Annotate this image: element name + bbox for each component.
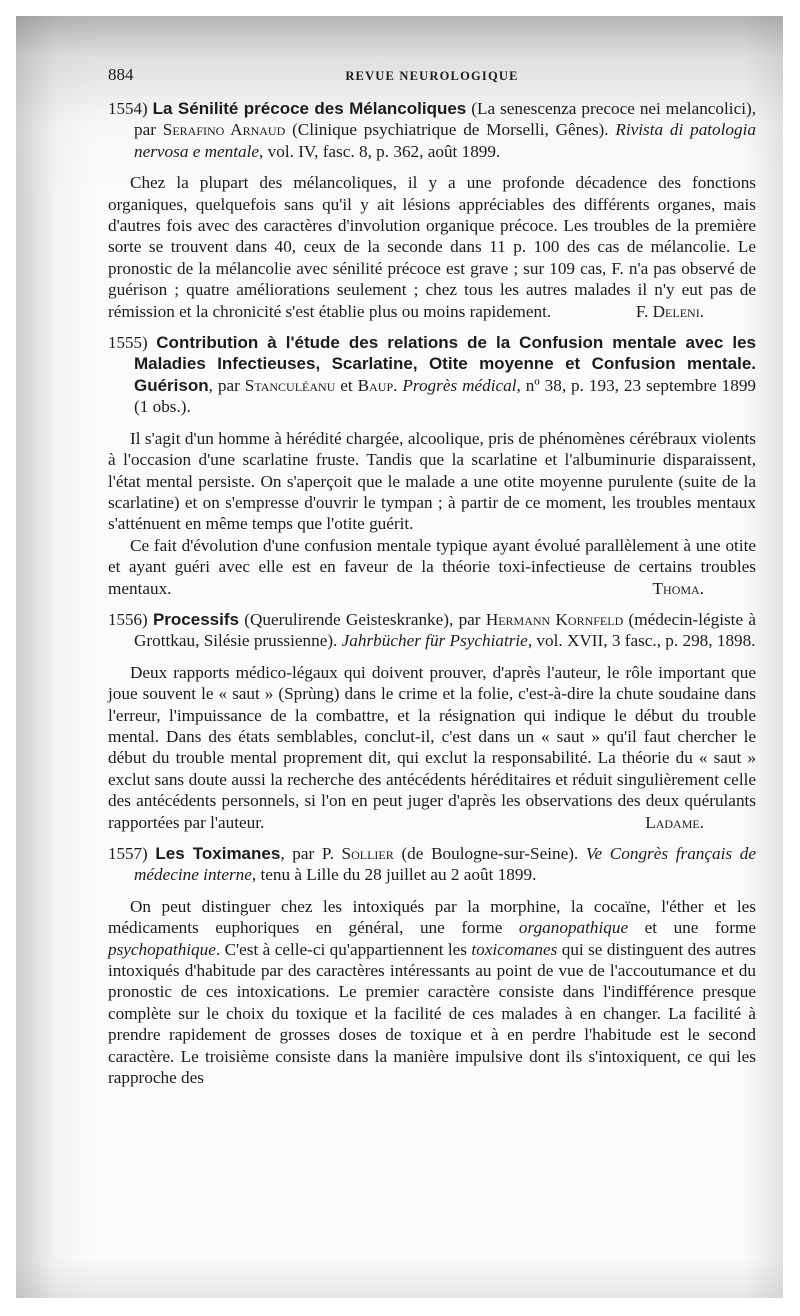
author-name: Serafino Arnaud (162, 120, 286, 140)
citation-text: (médecin-légiste à Grottkau, Silésie prussienne). (134, 609, 756, 651)
entry-number: 1555) (108, 333, 148, 353)
entry-title: Les Toximanes (155, 844, 281, 863)
citation-text: (Querulirende Geisteskranke), par (238, 609, 486, 629)
reviewer-signature: Thoma. (652, 578, 704, 598)
citation-text: , vol. IV, fasc. 8, p. 362, août 1899. (259, 141, 501, 161)
entry-heading (108, 843, 756, 886)
abstract-paragraph (108, 662, 756, 833)
entry-title: Contribution à l'étude des relations de la Confusion mentale avec les Maladies Infectieuses, Scarlatine, Otite moyenne et Confusion mentale. Guérison (134, 333, 756, 395)
entry-1555 (108, 332, 756, 599)
page-number: 884 (108, 65, 134, 84)
paragraph-text: qui se distinguent des autres intoxiqués d'habitude par des caractères intéressants au point de vue de l'accoutumance et du pronostic de ces intoxications. Le premier caractère consiste dans l'indifférence presque complète sur le choix du toxique et la facilité de ces malades à en changer. La facilité à prendre rapidement de grosses doses de toxique et à en perdre l'habitude est le second caractère. Le troisième consiste dans la manière impulsive dont ils s'intoxiquent, ce qui les rapproche des (108, 939, 756, 1088)
paragraph-text: Deux rapports médico-légaux qui doivent prouver, d'après l'auteur, le rôle important que joue souvent le « saut » (Sprùng) dans le crime et la folie, c'est-à-dire la chute soudaine dans l'erreur, l'impuissance de la combattre, et la résignation qui indique le début du trouble mental. Dans des états semblables, conclut-il, c'est dans un « saut » qu'il faut chercher le début du trouble mental proprement dit, qui exclut la responsabilité. La théorie du « saut » exclut sans doute aussi la recherche des antécédents héréditaires et réduit singulièrement celle des antécédents personnels, si l'on en peut juger d'après les observations des deux quérulants rapportées par l'auteur. (108, 662, 756, 832)
citation-text: . (393, 375, 403, 395)
abstract-paragraph (108, 535, 756, 599)
journal-name: Rivista di patologia nervosa e mentale (134, 120, 756, 161)
citation-text: , par P. (280, 844, 342, 863)
reviewer-signature: F. Deleni. (635, 301, 704, 321)
journal-name: Progrès médical (402, 375, 517, 395)
scanned-page (16, 16, 783, 1298)
entry-title: Processifs (152, 609, 239, 629)
paragraph-text: . C'est à celle-ci qu'appartiennent les (215, 939, 472, 959)
citation-text: et (335, 375, 358, 395)
entry-title: La Sénilité précoce des Mélancoliques (152, 99, 467, 118)
entry-1557 (108, 843, 756, 1088)
citation-text: , tenu à Lille du 28 juillet au 2 août 1899. (251, 865, 537, 885)
emphasis-text: toxicomanes (471, 939, 558, 959)
abstract-paragraph (108, 896, 756, 1089)
entry-heading (108, 98, 756, 162)
entry-number: 1557) (108, 844, 148, 863)
citation-text: , vol. XVII, 3 fasc., p. 298, 1898. (527, 631, 756, 651)
emphasis-text: organopathique (518, 918, 629, 938)
paragraph-text: et une forme (628, 918, 756, 938)
abstract-paragraph (108, 428, 756, 535)
journal-name: Ve Congrès français de médecine interne (134, 844, 756, 885)
entry-number: 1556) (108, 609, 148, 629)
author-name: Sollier (341, 844, 394, 863)
paragraph-text: Il s'agit d'un homme à hérédité chargée, alcoolique, pris de phénomènes cérébraux violents à l'occasion d'une scarlatine fruste. Tandis que la scarlatine et l'albuminurie disparaissent, l'état mental persiste. On s'aperçoit que le malade a une otite moyenne purulente (suite de la scarlatine) et on s'empresse d'ouvrir le tympan ; à partir de ce moment, les troubles mentaux s'atténuent en même temps que l'otite guérit. (108, 428, 756, 534)
author-name: Hermann Kornfeld (485, 609, 624, 629)
entry-heading (108, 332, 756, 418)
citation-text: (La senescenza precoce nei melancolici), par (134, 99, 756, 140)
entry-heading (108, 609, 756, 652)
entry-number: 1554) (108, 99, 148, 118)
author-name: Stanculéanu (244, 375, 336, 395)
entry-1556 (108, 609, 756, 833)
citation-text: (de Boulogne-sur-Seine). (393, 844, 586, 863)
paragraph-text: Chez la plupart des mélancoliques, il y a une profonde décadence des fonctions organiques, quelquefois sans qu'il y ait lésions appréciables des différents organes, mais d'autres fois avec des caractères d'involution organique précoce. Les troubles de la première sorte se trouvent dans 40, ceux de la seconde dans 11 p. 100 des cas de mélancolie. Le pronostic de la mélancolie avec sénilité précoce est grave ; sur 109 cas, F. n'a pas observé de guérison ; quatre améliorations seulement ; chez tous les autres malades il n'y eut pas de rémission et la chronicité s'est établie plus ou moins rapidement. (108, 173, 756, 321)
journal-title: REVUE NEUROLOGIQUE (345, 69, 519, 83)
emphasis-text: psychopathique (108, 939, 216, 959)
author-name: Baup (357, 375, 394, 395)
page-content (108, 62, 756, 1098)
citation-text: , nº 38, p. 193, 23 septembre 1899 (1 obs.). (134, 375, 757, 417)
abstract-paragraph (108, 172, 756, 322)
citation-text: (Clinique psychiatrique de Morselli, Gênes). (285, 120, 616, 140)
citation-text: , par (208, 375, 245, 395)
paragraph-text: On peut distinguer chez les intoxiqués par la morphine, la cocaïne, l'éther et les médicaments euphoriques en général, une forme (108, 896, 756, 938)
journal-name: Jahrbücher für Psychiatrie (341, 631, 528, 651)
running-head (108, 62, 756, 86)
entry-1554 (108, 98, 756, 322)
reviewer-signature: Ladame. (645, 812, 704, 832)
paragraph-text: Ce fait d'évolution d'une confusion mentale typique ayant évolué parallèlement à une otite et ayant guéri avec elle est en faveur de la théorie toxi-infectieuse de certains troubles mentaux. (108, 535, 756, 598)
